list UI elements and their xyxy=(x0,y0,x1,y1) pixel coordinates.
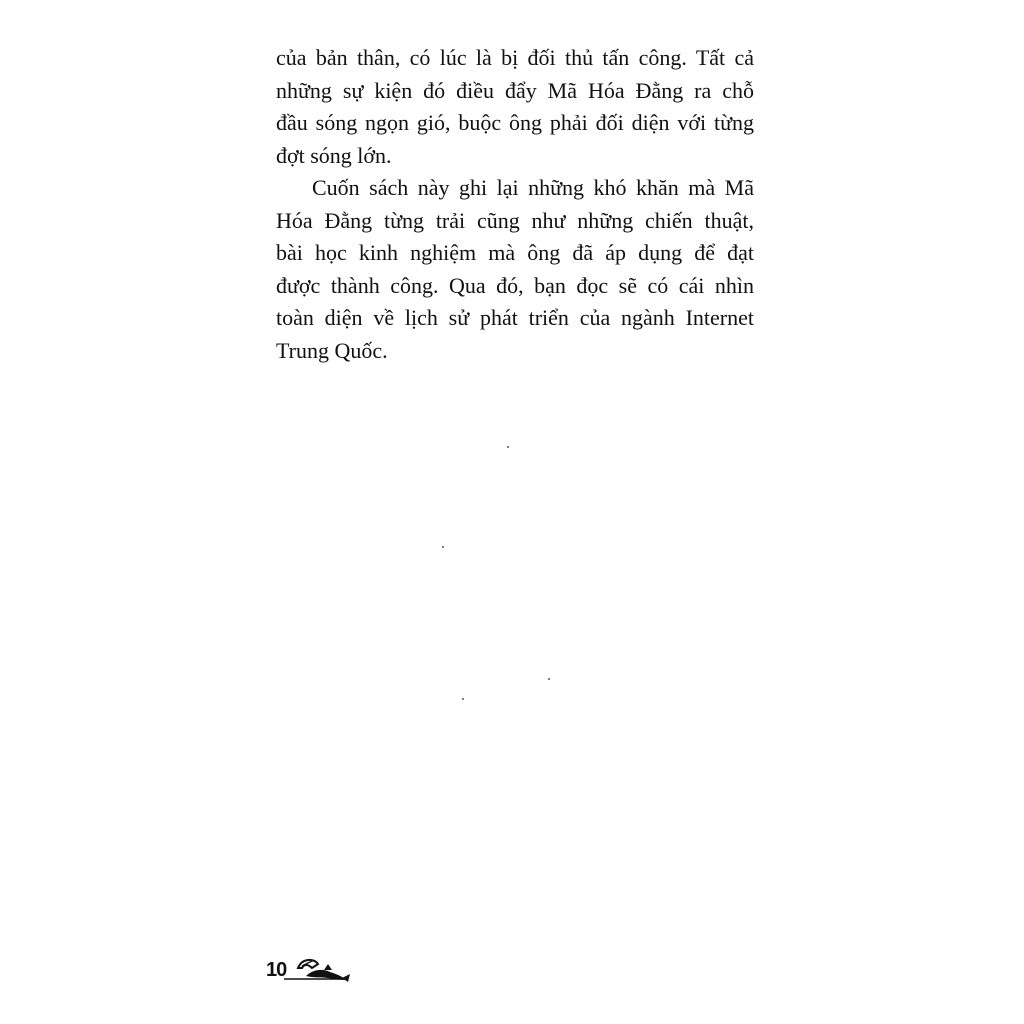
page-number: 10 xyxy=(266,959,287,981)
scan-speck xyxy=(507,446,509,448)
scan-speck xyxy=(548,678,550,680)
text-line: những sự kiện đó điều đẩy Mã Hóa Đằng ra chỗ xyxy=(276,77,754,103)
scan-speck xyxy=(462,698,464,700)
text-line: Trung Quốc. xyxy=(276,337,388,363)
scan-speck xyxy=(442,546,444,548)
text-line: toàn diện về lịch sử phát triển của ngành Internet xyxy=(276,305,754,330)
text-line: bài học kinh nghiệm mà ông đã áp dụng để đạt xyxy=(276,240,754,265)
body-text xyxy=(276,42,754,367)
page-footer xyxy=(266,952,366,988)
fish-ornament-icon xyxy=(284,952,354,993)
text-line: Hóa Đằng từng trải cũng như những chiến thuật, xyxy=(276,207,754,233)
text-line: được thành công. Qua đó, bạn đọc sẽ có cái nhìn xyxy=(276,272,754,298)
text-line: của bản thân, có lúc là bị đối thủ tấn công. Tất cả xyxy=(276,45,754,70)
text-line: đợt sóng lớn. xyxy=(276,142,392,168)
paragraph-first-line: Cuốn sách này ghi lại những khó khăn mà Mã xyxy=(312,175,754,200)
text-line: đầu sóng ngọn gió, buộc ông phải đối diện với từng xyxy=(276,110,754,135)
